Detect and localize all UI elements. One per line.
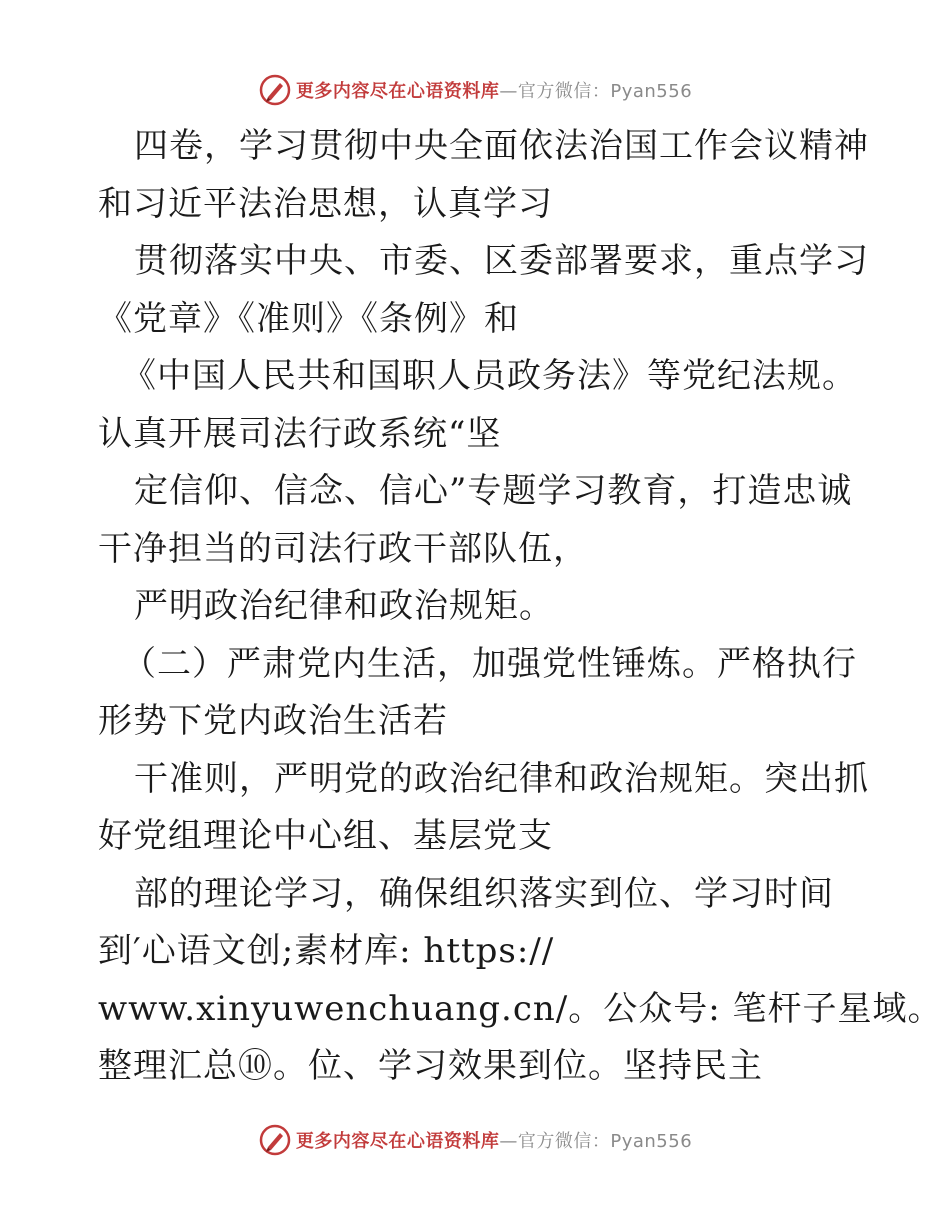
watermark-contact-text: —官方微信：Pyan556 <box>499 81 693 102</box>
body-text <box>98 118 943 1096</box>
text-line: 干净担当的司法行政干部队伍， <box>98 528 588 569</box>
text-line: 贯彻落实中央、市委、区委部署要求，重点学习 <box>134 241 869 281</box>
text-line: 《中国人民共和国职人员政务法》等党纪法规。 <box>122 356 857 396</box>
text-line: 定信仰、信念、信心”专题学习教育，打造忠诚 <box>134 471 853 511</box>
text-line: 和习近平法治思想，认真学习 <box>98 183 553 224</box>
text-line: 认真开展司法行政系统“坚 <box>98 413 502 454</box>
text-line: 好党组理论中心组、基层党支 <box>98 816 553 856</box>
watermark-contact-text: —官方微信：Pyan556 <box>499 1131 693 1152</box>
text-line: www.xinyuwenchuang.cn/。公众号: 笔杆子星域。 <box>98 988 943 1029</box>
header-watermark <box>0 70 950 110</box>
watermark-strong-text: 更多内容尽在心语资料库 <box>295 81 500 102</box>
text-line: 严明政治纪律和政治规矩。 <box>134 586 554 626</box>
watermark-text <box>296 1127 692 1153</box>
pen-logo-icon <box>258 1123 292 1157</box>
text-line: （二）严肃党内生活，加强党性锤炼。严格执行 <box>122 643 857 684</box>
watermark-strong-text: 更多内容尽在心语资料库 <box>295 1131 500 1152</box>
text-line: 整理汇总⑩。位、学习效果到位。坚持民主 <box>98 1046 763 1086</box>
watermark-text <box>296 77 692 103</box>
text-line: 部的理论学习，确保组织落实到位、学习时间 <box>134 873 834 914</box>
text-line: 干准则，严明党的政治纪律和政治规矩。突出抓 <box>134 758 869 799</box>
text-line: 《党章》《准则》《条例》和 <box>98 298 519 339</box>
text-line: 形势下党内政治生活若 <box>98 701 448 741</box>
text-line: 四卷，学习贯彻中央全面依法治国工作会议精神 <box>134 126 869 166</box>
text-line: 到′心语文创;素材库: https:// <box>98 931 555 971</box>
footer-watermark <box>0 1120 950 1160</box>
pen-logo-icon <box>258 73 292 107</box>
